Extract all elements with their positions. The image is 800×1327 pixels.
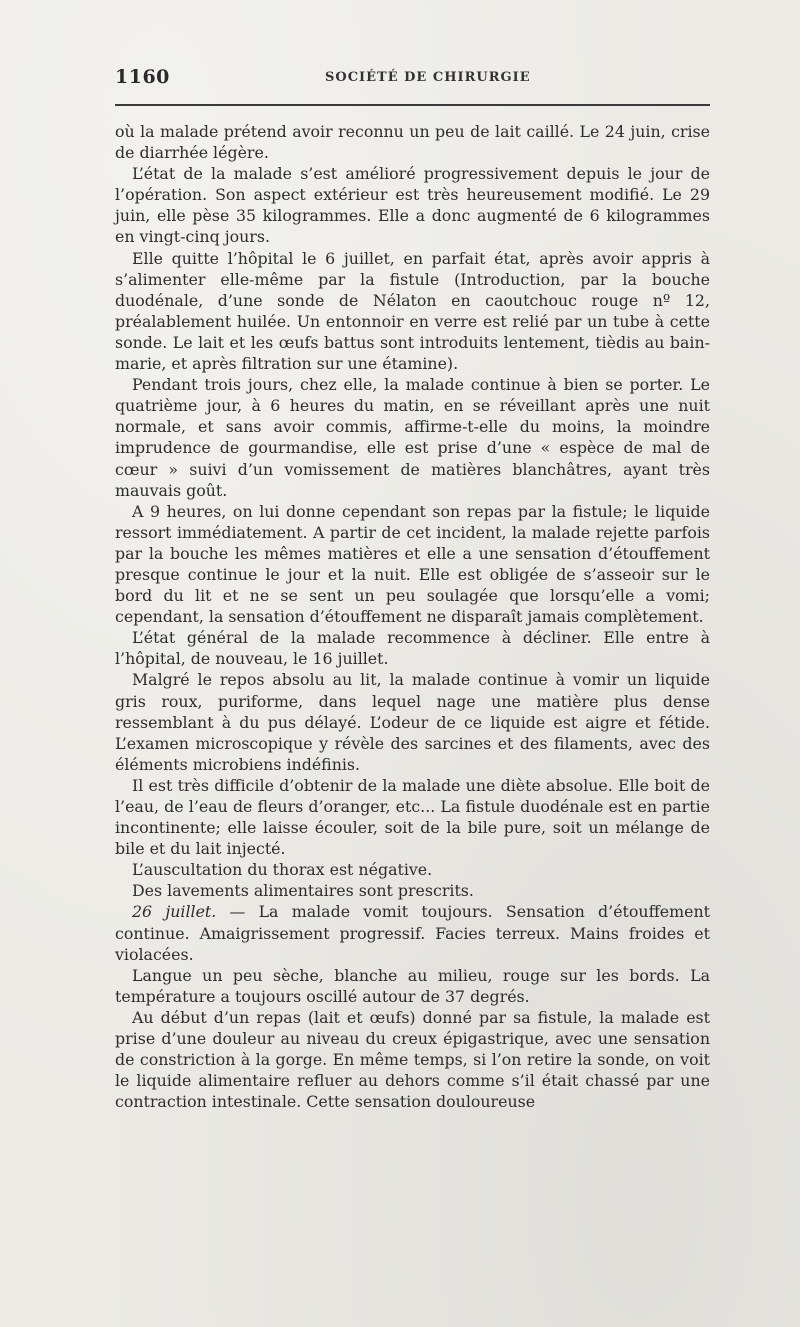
paragraph: A 9 heures, on lui donne cependant son repas par la fistule; le liquide ressort immédiatement. A partir de cet incident, la malade rejette parfois par la bouche les mêmes matières et elle a une sensation d’étouffement presque continue le jour et la nuit. Elle est obligée de s’asseoir sur le bord du lit et ne se sent un peu soulagée que lorsqu’elle a vomi; cependant, la sensation d’étouffement ne disparaît jamais complètement. — [115, 501, 710, 627]
running-title: SOCIÉTÉ DE CHIRURGIE — [325, 70, 531, 85]
paragraph: Elle quitte l’hôpital le 6 juillet, en parfait état, après avoir appris à s’alimenter elle-même par la fistule (Introduction, par la bouche duodénale, d’une sonde de Nélaton en caoutchouc rouge nº 12, préalablement huilée. Un entonnoir en verre est relié par un tube à cette sonde. Le lait et les œufs battus sont introduits lentement, tièdis au bain-marie, et après filtration sur une étamine). — [115, 248, 710, 374]
paragraph-dated-text: — La malade vomit toujours. Sensation d’étouffement continue. Amaigrissement progressif. Facies terreux. Mains froides et violacées. — [115, 902, 710, 964]
paragraph: L’état de la malade s’est amélioré progressivement depuis le jour de l’opération. Son aspect extérieur est très heureusement modifié. Le 29 juin, elle pèse 35 kilogrammes. Elle a donc augmenté de 6 kilogrammes en vingt-cinq jours. — [115, 164, 710, 247]
paragraph: Il est très difficile d’obtenir de la malade une diète absolue. Elle boit de l’eau, de l’eau de fleurs d’oranger, etc... La fistule duodénale est en partie incontinente; elle laisse écouler, soit de la bile pure, soit un mélange de bile et du lait injecté. — [115, 775, 710, 859]
body-text — [115, 121, 710, 1112]
paragraph: Des lavements alimentaires sont prescrits. — [132, 881, 474, 901]
paragraph: Langue un peu sèche, blanche au milieu, rouge sur les bords. La température a toujours oscillé autour de 37 degrés. — [115, 965, 710, 1006]
paragraph: Au début d’un repas (lait et œufs) donné par sa fistule, la malade est prise d’une douleur au niveau du creux épigastrique, avec une sensation de constriction à la gorge. En même temps, si l’on retire la sonde, on voit le liquide alimentaire refluer au dehors comme s’il était chassé par une contraction intestinale. Cette sensation douloureuse — [115, 1007, 710, 1112]
page-number: 1160 — [115, 66, 170, 88]
paragraph-dated — [115, 901, 710, 964]
paragraph: L’état général de la malade recommence à décliner. Elle entre à l’hôpital, de nouveau, le 16 juillet. — [115, 628, 710, 669]
header-rule — [115, 104, 710, 106]
paragraph-date: 26 juillet. — [132, 902, 217, 922]
paragraph: Pendant trois jours, chez elle, la malade continue à bien se porter. Le quatrième jour, à 6 heures du matin, en se réveillant après une nuit normale, et sans avoir commis, affirme-t-elle du moins, la moindre imprudence de gourmandise, elle est prise d’une « espèce de mal de cœur » suivi d’un vomissement de matières blanchâtres, ayant très mauvais goût. — [115, 375, 710, 500]
page-header — [115, 66, 710, 92]
paragraph-continuation: où la malade prétend avoir reconnu un peu de lait caillé. Le 24 juin, crise de diarrhée légère. — [115, 122, 710, 163]
paragraph: L’auscultation du thorax est négative. — [132, 860, 433, 880]
paragraph: Malgré le repos absolu au lit, la malade continue à vomir un liquide gris roux, puriforme, dans lequel nage une matière plus dense ressemblant à du pus délayé. L’odeur de ce liquide est aigre et fétide. L’examen microscopique y révèle des sarcines et des filaments, avec des éléments microbiens indéfinis. — [115, 670, 710, 774]
